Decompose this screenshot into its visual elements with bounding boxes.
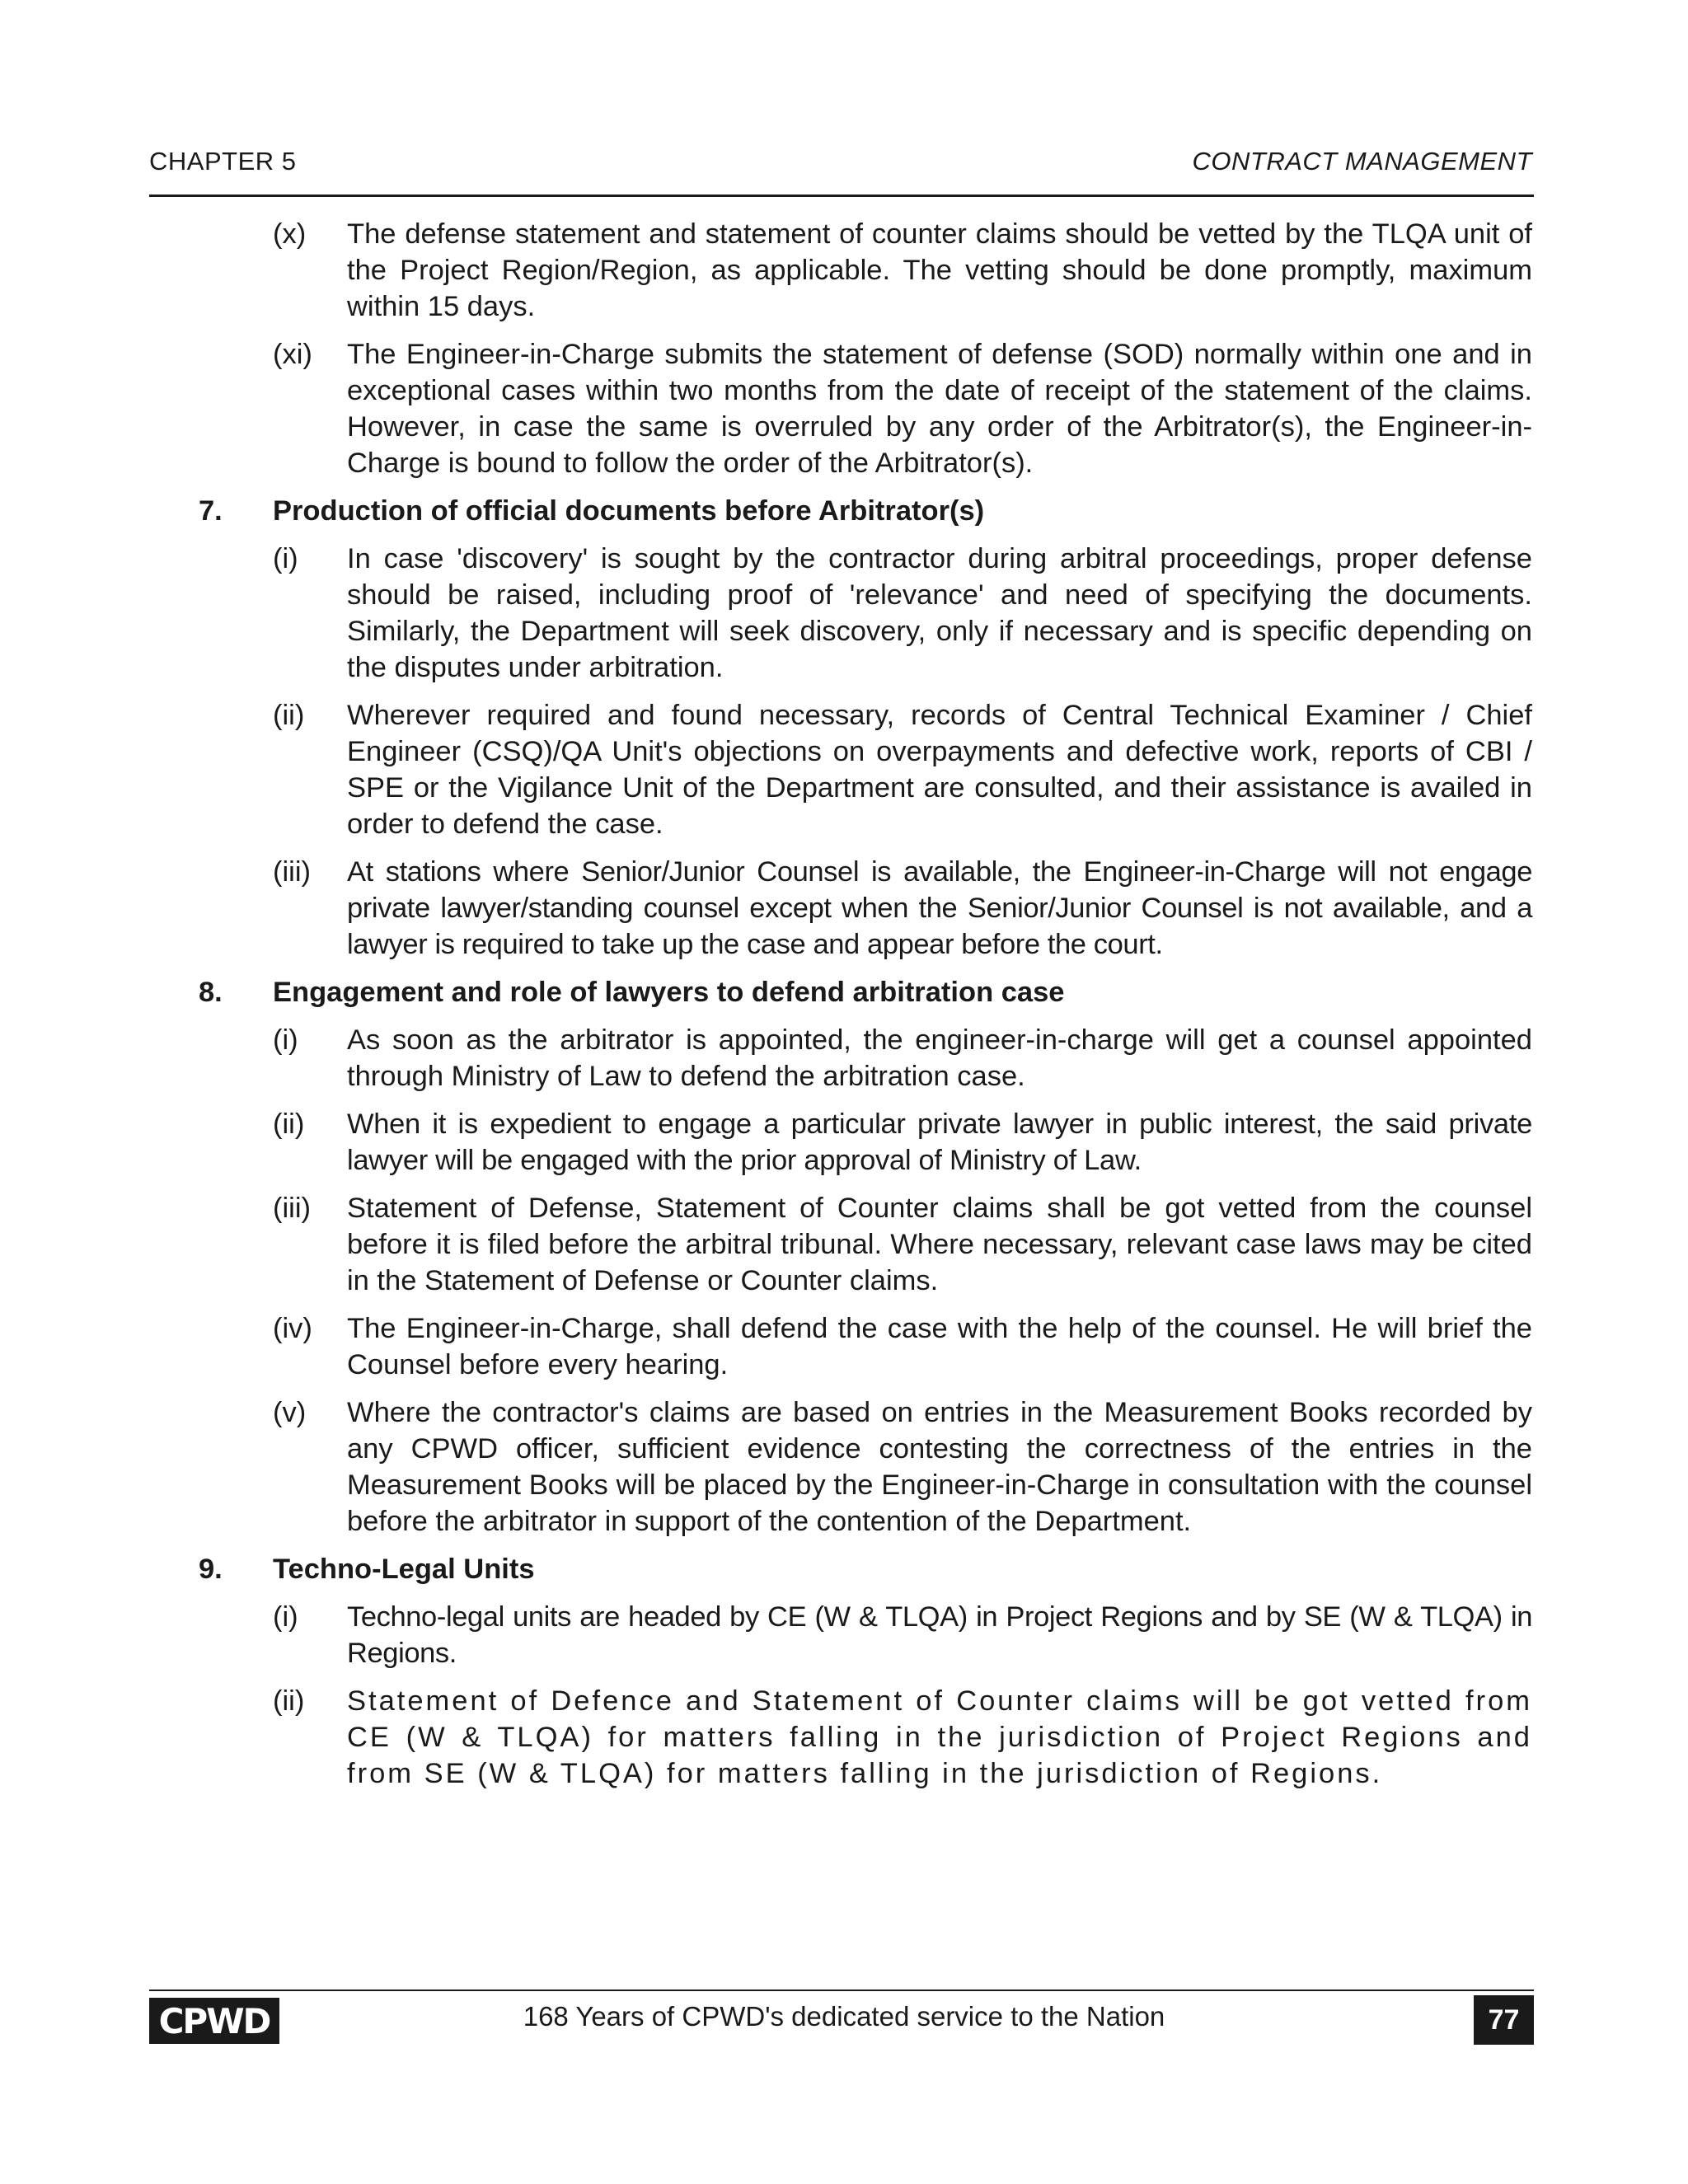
list-item <box>149 1190 1532 1299</box>
list-item <box>149 1599 1532 1671</box>
cpwd-logo: CPWD <box>149 1998 279 2044</box>
list-item <box>149 541 1532 686</box>
page-number: 77 <box>1474 1995 1534 2045</box>
item-number: (i) <box>273 1601 298 1633</box>
section-title: Techno-Legal Units <box>273 1554 535 1585</box>
section-title: Engagement and role of lawyers to defend arbitration case <box>273 977 1065 1008</box>
section-heading-7 <box>149 493 1532 529</box>
section-number: 7. <box>199 495 223 527</box>
item-text: Where the contractor's claims are based on entries in the Measurement Books recorded by any CPWD officer, sufficient evidence contesting the correctness of the entries in the Measurement Books will be placed by the Engineer-in-Charge in consultation with the counsel before the arbitrator in support of the contention of the Department. <box>347 1397 1532 1537</box>
item-text: The Engineer-in-Charge, shall defend the case with the help of the counsel. He will brief the Counsel before every hearing. <box>347 1313 1532 1380</box>
footer-divider <box>149 1990 1534 1991</box>
item-text: As soon as the arbitrator is appointed, the engineer-in-charge will get a counsel appointed through Ministry of Law to defend the arbitration case. <box>347 1024 1532 1092</box>
section-number: 8. <box>199 977 223 1008</box>
section-heading-9 <box>149 1551 1532 1587</box>
list-item <box>149 336 1532 481</box>
item-number: (x) <box>273 218 307 250</box>
item-text: Statement of Defense, Statement of Counter claims shall be got vetted from the counsel before it is filed before the arbitral tribunal. Where necessary, relevant case laws may be cited in the Statement of Defense or Counter claims. <box>347 1193 1532 1296</box>
list-item <box>149 1683 1532 1792</box>
item-text: At stations where Senior/Junior Counsel is available, the Engineer-in-Charge will not engage private lawyer/standing counsel except when the Senior/Junior Counsel is not available, and a lawyer is required to take up the case and appear before the court. <box>347 856 1532 960</box>
header-divider <box>149 194 1534 197</box>
list-item <box>149 1394 1532 1540</box>
section-number: 9. <box>199 1554 223 1585</box>
chapter-label: CHAPTER 5 <box>149 147 297 176</box>
item-number: (ii) <box>273 700 305 731</box>
page-body <box>149 216 1532 1803</box>
list-item <box>149 216 1532 325</box>
list-item <box>149 1022 1532 1094</box>
footer-tagline: 168 Years of CPWD's dedicated service to the Nation <box>523 2001 1165 2032</box>
item-number: (xi) <box>273 339 312 370</box>
item-number: (ii) <box>273 1108 305 1140</box>
item-number: (iii) <box>273 1193 311 1224</box>
item-text: Wherever required and found necessary, records of Central Technical Examiner / Chief Engineer (CSQ)/QA Unit's objections on overpayments and defective work, reports of CBI / SPE or the Vigilance Unit of the Department are consulted, and their assistance is availed in order to defend the case. <box>347 700 1532 840</box>
item-text: The defense statement and statement of counter claims should be vetted by the TLQA unit of the Project Region/Region, as applicable. The vetting should be done promptly, maximum within 15 days. <box>347 218 1532 322</box>
item-number: (i) <box>273 543 298 574</box>
item-text: The Engineer-in-Charge submits the statement of defense (SOD) normally within one and in exceptional cases within two months from the date of receipt of the statement of the claims. However, in case the same is overruled by any order of the Arbitrator(s), the Engineer-in-Charge is bound to follow the order of the Arbitrator(s). <box>347 339 1532 479</box>
item-text: In case 'discovery' is sought by the contractor during arbitral proceedings, proper defense should be raised, including proof of 'relevance' and need of specifying the documents. Similarly, the Department will seek discovery, only if necessary and is specific depending on the disputes under arbitration. <box>347 543 1532 683</box>
item-number: (iii) <box>273 856 311 888</box>
chapter-title: CONTRACT MANAGEMENT <box>1192 147 1532 176</box>
list-item <box>149 1310 1532 1383</box>
list-item <box>149 697 1532 842</box>
item-number: (ii) <box>273 1685 305 1717</box>
item-number: (i) <box>273 1024 298 1056</box>
section-heading-8 <box>149 974 1532 1010</box>
item-text: When it is expedient to engage a particular private lawyer in public interest, the said private lawyer will be engaged with the prior approval of Ministry of Law. <box>347 1108 1532 1176</box>
item-text: Techno-legal units are headed by CE (W & TLQA) in Project Regions and by SE (W & TLQA) in Regions. <box>347 1601 1532 1669</box>
list-item <box>149 854 1532 963</box>
section-title: Production of official documents before Arbitrator(s) <box>273 495 985 527</box>
item-text: Statement of Defence and Statement of Counter claims will be got vetted from CE (W & TLQA) for matters falling in the jurisdiction of Project Regions and from SE (W & TLQA) for matters falling in the jurisdiction of Regions. <box>347 1685 1532 1789</box>
list-item <box>149 1106 1532 1179</box>
item-number: (iv) <box>273 1313 312 1344</box>
item-number: (v) <box>273 1397 307 1428</box>
running-header <box>149 140 1532 190</box>
